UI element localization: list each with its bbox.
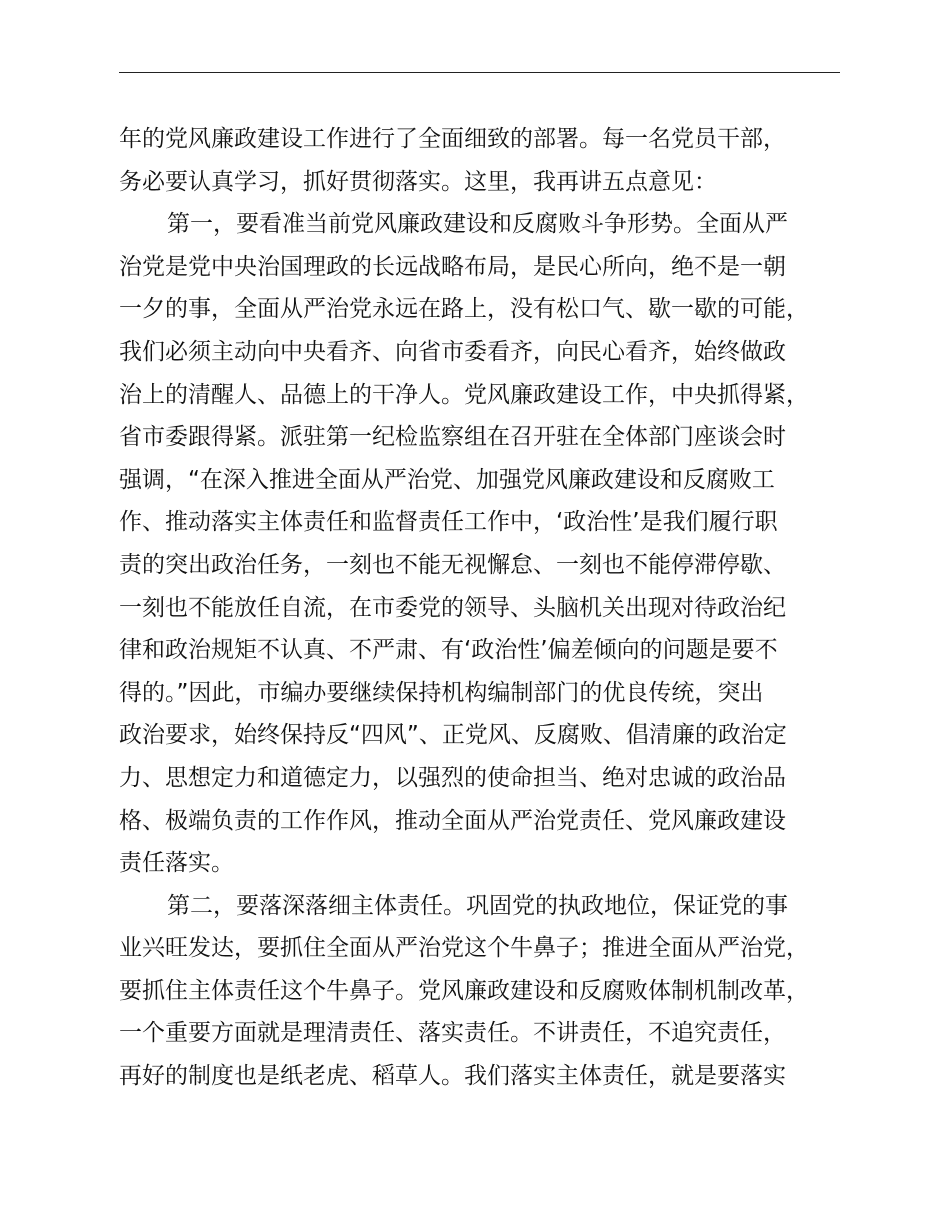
text-line: 格、极端负责的工作作风，推动全面从严治党责任、党风廉政建设 — [119, 807, 786, 834]
text-line: 年的党风廉政建设工作进行了全面细致的部署。每一名党员干部， — [119, 126, 786, 152]
body-text — [119, 118, 859, 1098]
text-line: 一夕的事，全面从严治党永远在路上，没有松口气、歇一歇的可能， — [119, 296, 809, 323]
text-line: 律和政治规矩不认真、不严肃、有‘政治性’偏差倾向的问题是要不 — [119, 637, 778, 664]
text-line: 责任落实。 — [119, 850, 234, 877]
text-line: 我们必须主动向中央看齐、向省市委看齐，向民心看齐，始终做政 — [119, 338, 786, 365]
text-line: 一刻也不能放任自流，在市委党的领导、头脑机关出现对待政治纪 — [119, 594, 786, 621]
text-line: 作、推动落实主体责任和监督责任工作中，‘政治性’是我们履行职 — [119, 509, 778, 536]
text-line: 务必要认真学习，抓好贯彻落实。这里，我再讲五点意见： — [119, 168, 717, 195]
text-line: 责的突出政治任务，一刻也不能无视懈怠、一刻也不能停滞停歇、 — [119, 551, 786, 578]
text-line: 治党是党中央治国理政的长远战略布局，是民心所向，绝不是一朝 — [119, 253, 786, 280]
text-line: 治上的清醒人、品德上的干净人。党风廉政建设工作，中央抓得紧， — [119, 381, 809, 408]
text-line: 要抓住主体责任这个牛鼻子。党风廉政建设和反腐败体制机制改革， — [119, 977, 809, 1004]
text-line: 力、思想定力和道德定力，以强烈的使命担当、绝对忠诚的政治品 — [119, 764, 786, 791]
paragraph-start-line: 第二，要落深落细主体责任。巩固党的执政地位，保证党的事 — [167, 892, 788, 919]
text-line: 得的。”因此，市编办要继续保持机构编制部门的优良传统，突出 — [119, 679, 764, 706]
text-line: 业兴旺发达，要抓住全面从严治党这个牛鼻子；推进全面从严治党， — [119, 935, 809, 962]
text-line: 省市委跟得紧。派驻第一纪检监察组在召开驻在全体部门座谈会时 — [119, 424, 786, 451]
text-line: 再好的制度也是纸老虎、稻草人。我们落实主体责任，就是要落实 — [119, 1063, 786, 1090]
text-line: 强调，“在深入推进全面从严治党、加强党风廉政建设和反腐败工 — [119, 466, 775, 493]
text-line: 政治要求，始终保持反“四风”、正党风、反腐败、倡清廉的政治定 — [119, 722, 787, 749]
header-divider — [119, 72, 840, 73]
text-line: 一个重要方面就是理清责任、落实责任。不讲责任，不追究责任， — [119, 1020, 786, 1047]
paragraph-start-line: 第一，要看准当前党风廉政建设和反腐败斗争形势。全面从严 — [167, 211, 788, 238]
